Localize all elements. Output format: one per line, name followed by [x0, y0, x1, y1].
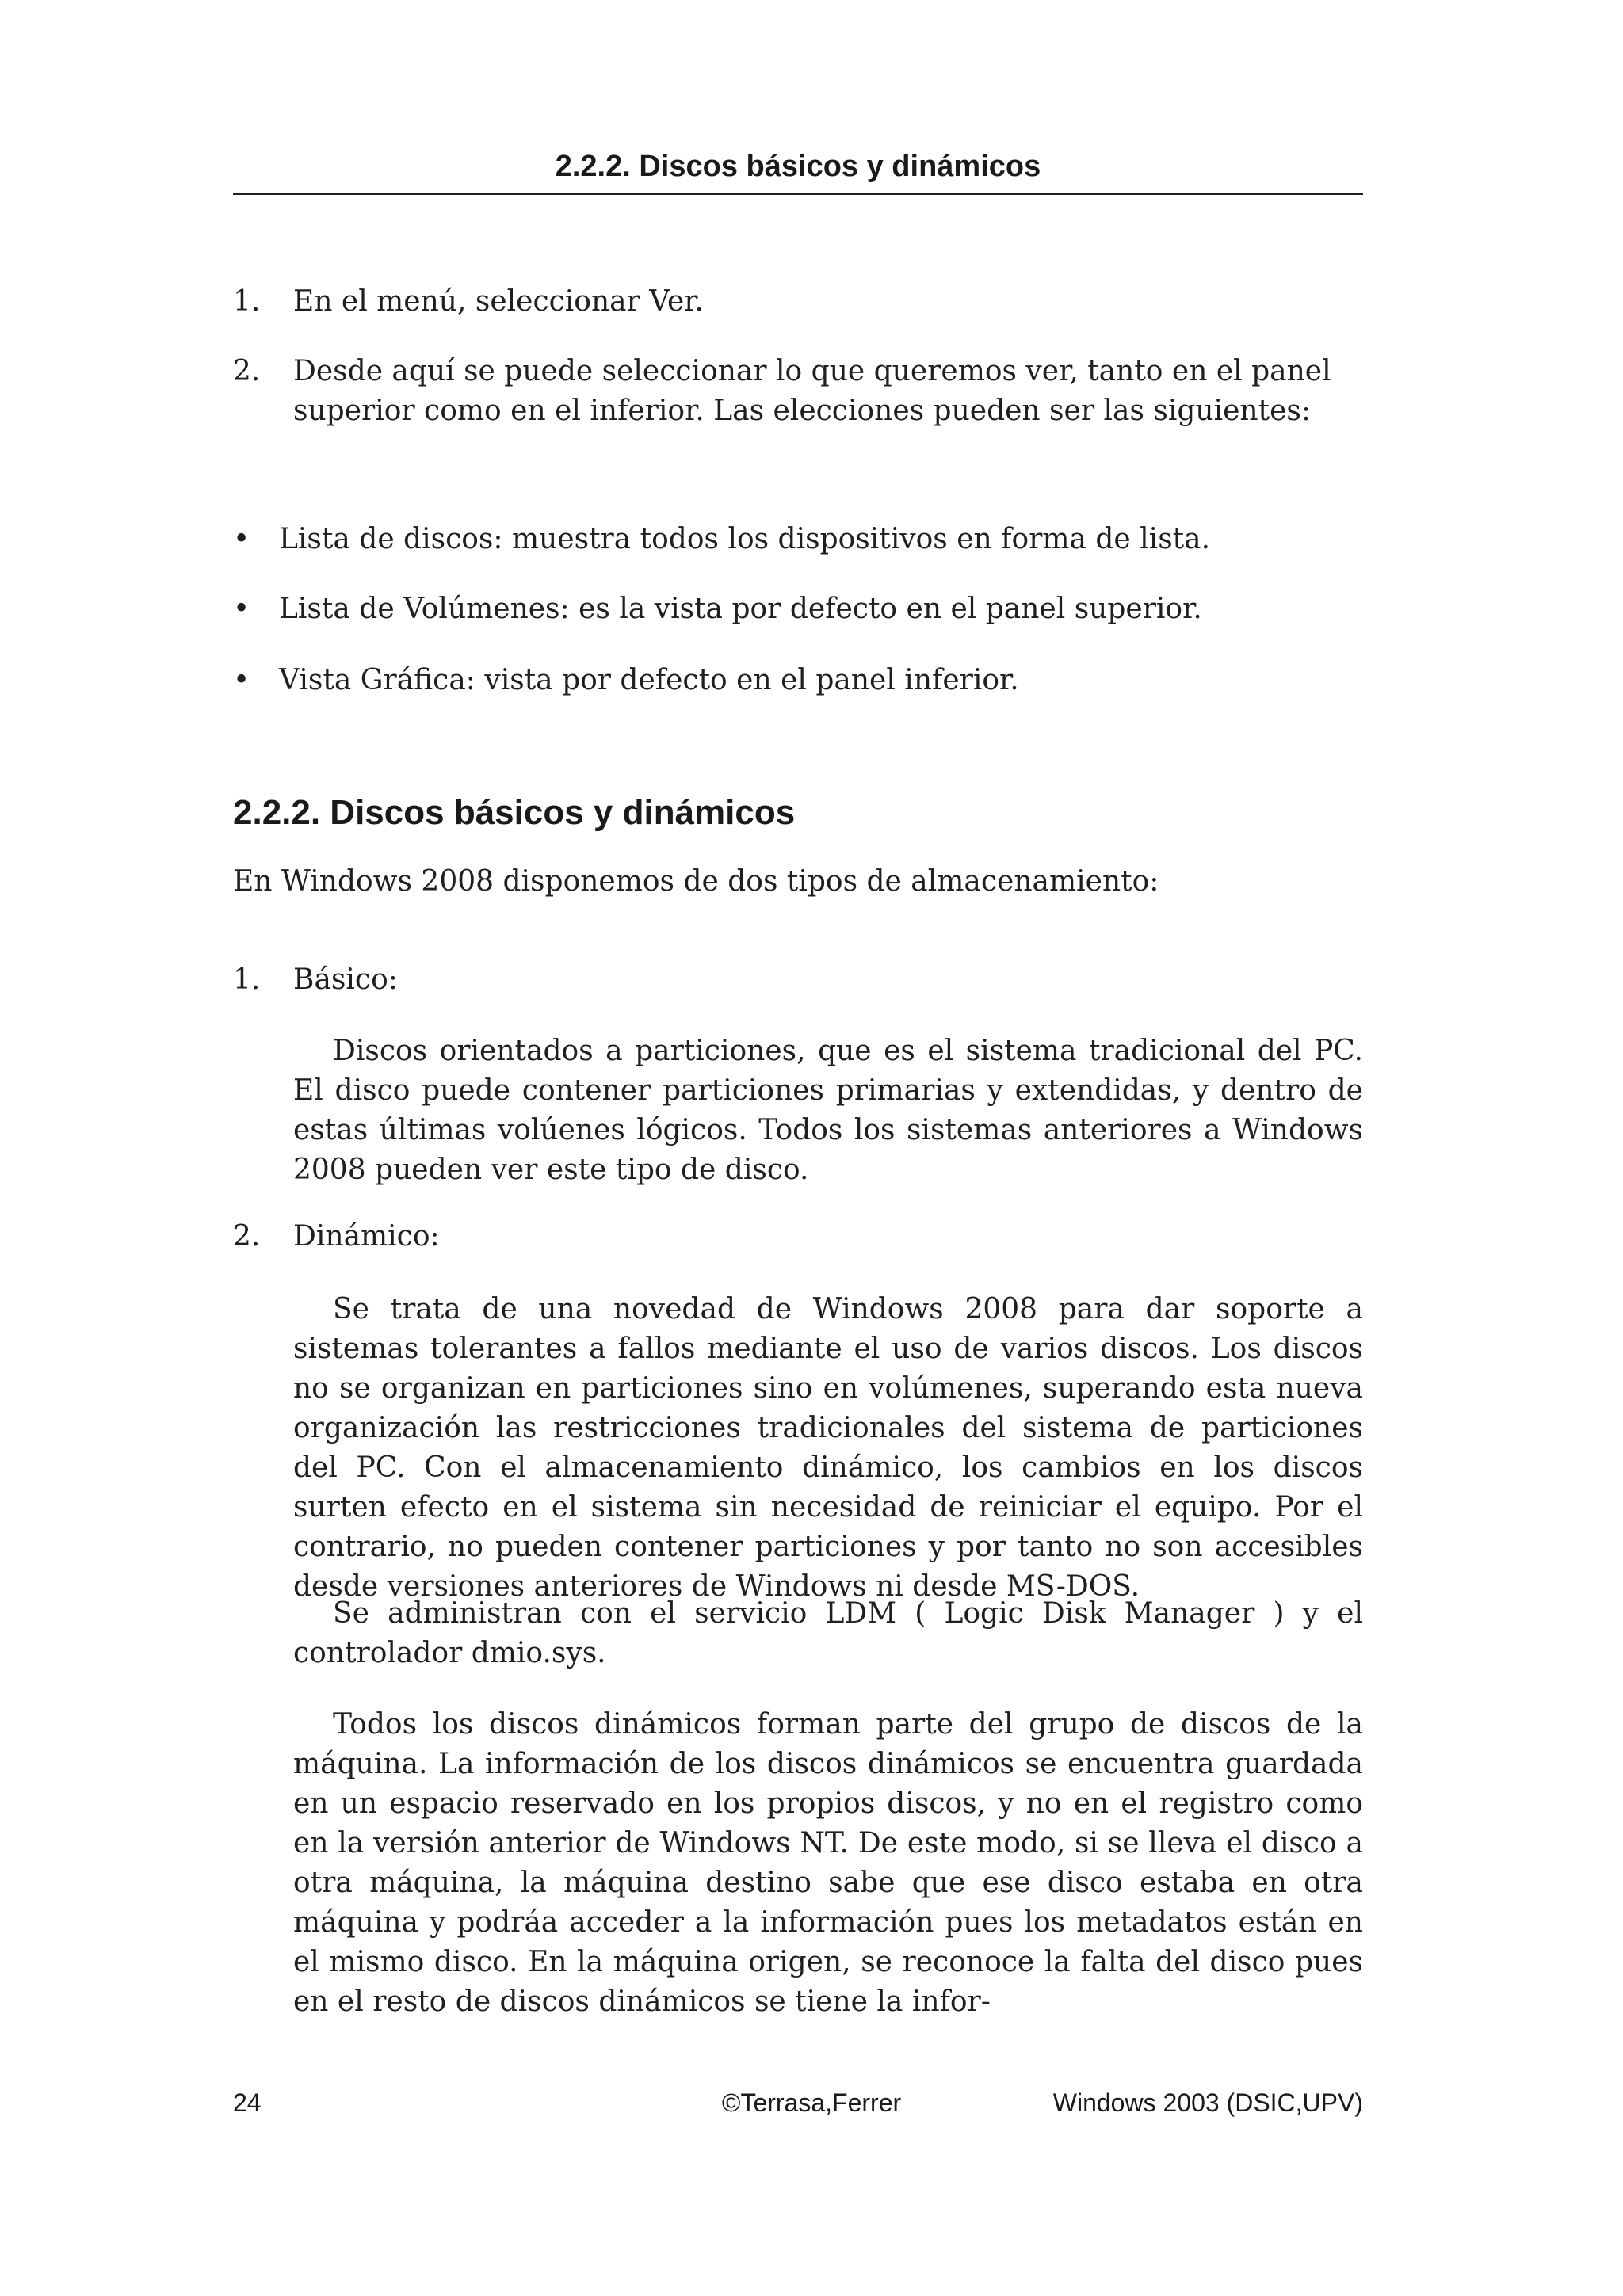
step-number: 1.	[233, 285, 261, 318]
section-heading: 2.2.2. Discos básicos y dinámicos	[233, 793, 796, 832]
step-item	[233, 352, 1363, 431]
storage-type-label: Dinámico:	[293, 1220, 440, 1253]
section-intro: En Windows 2008 disponemos de dos tipos de almacenamiento:	[233, 865, 1159, 898]
step-text: En el menú, seleccionar Ver.	[293, 285, 704, 318]
bullet-text: Lista de Volúmenes: es la vista por defecto en el panel superior.	[279, 593, 1202, 625]
paragraph: Se administran con el servicio LDM ( Logic Disk Manager ) y el controlador dmio.sys.	[293, 1597, 1363, 1669]
step-number: 2.	[233, 355, 261, 387]
paragraph: Discos orientados a particiones, que es el sistema tradicional del PC. El disco puede contener particiones primarias y extendidas, y dentro de estas últimas volúenes lógicos. Todos los sistemas anteriores a Windows 2008 pueden ver este tipo de disco.	[293, 1035, 1363, 1186]
paragraph: Se trata de una novedad de Windows 2008 para dar soporte a sistemas tolerantes a fallos mediante el uso de varios discos. Los discos no se organizan en particiones sino en volúmenes, superando esta nueva organización las restricciones tradicionales del sistema de particiones del PC. Con el almacenamiento dinámico, los cambios en los discos surten efecto en el sistema sin necesidad de reiniciar el equipo. Por el contrario, no pueden contener particiones y por tanto no son accesibles desde versiones anteriores de Windows ni desde MS-DOS.	[293, 1293, 1363, 1603]
bullet-item	[233, 520, 1363, 559]
storage-type-number: 1.	[233, 963, 261, 996]
storage-type-number: 2.	[233, 1220, 261, 1253]
page-number: 24	[233, 2088, 262, 2117]
bullet-text: Vista Gráfica: vista por defecto en el panel inferior.	[279, 664, 1019, 696]
storage-type-item	[233, 1217, 1363, 1257]
storage-type-label: Básico:	[293, 963, 398, 996]
bullet-item	[233, 661, 1363, 700]
running-header: 2.2.2. Discos básicos y dinámicos	[233, 147, 1363, 195]
bullet-marker: •	[233, 664, 250, 696]
paragraph: Todos los discos dinámicos forman parte del grupo de discos de la máquina. La información de los discos dinámicos se encuentra guardada en un espacio reservado en los propios discos, y no en el registro como en la versión anterior de Windows NT. De este modo, si se lleva el disco a otra máquina, la máquina destino sabe que ese disco estaba en otra máquina y podráa acceder a la información pues los metadatos están en el mismo disco. En la máquina origen, se reconoce la falta del disco pues en el resto de discos dinámicos se tiene la infor-	[293, 1708, 1363, 2018]
bullet-text: Lista de discos: muestra todos los dispositivos en forma de lista.	[279, 523, 1211, 555]
footer-copyright: ©Terrasa,Ferrer	[721, 2088, 902, 2117]
bullet-item	[233, 589, 1363, 629]
footer-book-title: Windows 2003 (DSIC,UPV)	[1052, 2088, 1363, 2117]
bullet-marker: •	[233, 593, 250, 625]
bullet-marker: •	[233, 523, 250, 555]
step-item	[233, 282, 1363, 322]
storage-type-item	[233, 960, 1363, 1000]
step-text: Desde aquí se puede seleccionar lo que queremos ver, tanto en el panel superior como en el inferior. Las elecciones pueden ser las siguientes:	[293, 355, 1331, 427]
